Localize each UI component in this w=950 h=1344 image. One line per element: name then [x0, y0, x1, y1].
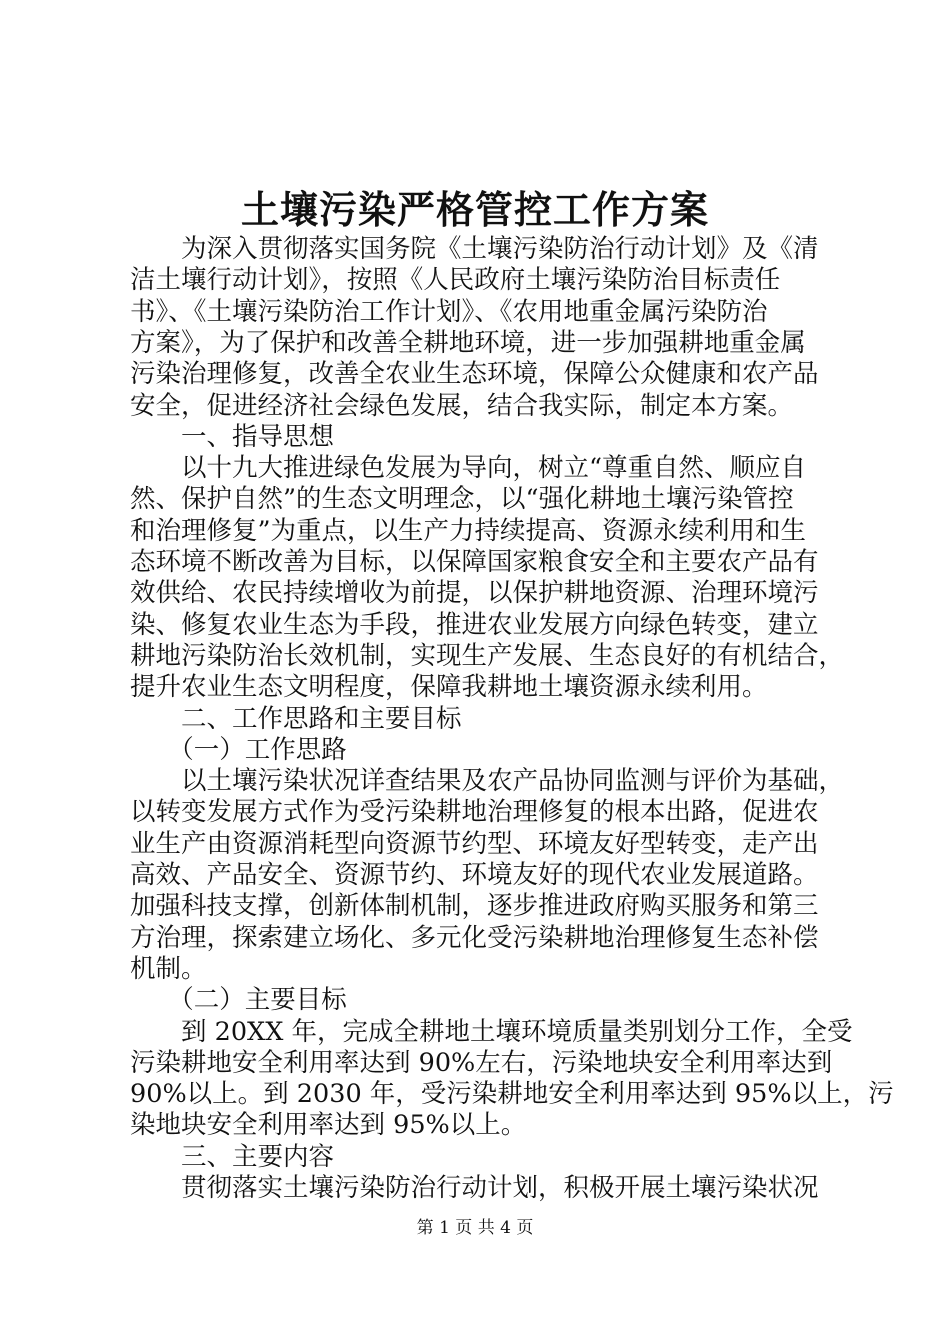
body-line: 污染治理修复，改善全农业生态环境，保障公众健康和农产品	[130, 359, 819, 390]
body-line: 污染耕地安全利用率达到 90%左右，污染地块安全利用率达到	[130, 1047, 833, 1078]
body-line: 贯彻落实土壤污染防治行动计划，积极开展土壤污染状况	[130, 1173, 819, 1203]
body-line: 安全，促进经济社会绿色发展，结合我实际，制定本方案。	[130, 390, 794, 421]
body-line: 以十九大推进绿色发展为导向，树立“尊重自然、顺应自	[130, 453, 807, 484]
body-line: 效供给、农民持续增收为前提，以保护耕地资源、治理环境污	[130, 578, 819, 609]
body-line: 加强科技支撑，创新体制机制，逐步推进政府购买服务和第三	[130, 891, 819, 922]
document-title: 土壤污染严格管控工作方案	[240, 187, 709, 232]
body-line: 态环境不断改善为目标，以保障国家粮食安全和主要农产品有	[130, 547, 819, 577]
body-line: 染、修复农业生态为手段，推进农业发展方向绿色转变，建立	[130, 609, 819, 640]
body-line: 三、主要内容	[130, 1141, 335, 1172]
body-line: 耕地污染防治长效机制，实现生产发展、生态良好的有机结合，	[130, 640, 845, 671]
body-line: 提升农业生态文明程度，保障我耕地土壤资源永续利用。	[130, 672, 768, 703]
body-line: （一）工作思路	[130, 734, 347, 765]
body-line: 染地块安全利用率达到 95%以上。	[130, 1110, 527, 1141]
body-line: 到 20XX 年，完成全耕地土壤环境质量类别划分工作，全受	[130, 1016, 853, 1047]
body-line: 高效、产品安全、资源节约、环境友好的现代农业发展道路。	[130, 860, 819, 890]
body-line: （二）主要目标	[130, 985, 347, 1016]
body-line: 然、保护自然”的生态文明理念，以“强化耕地土壤污染管控	[130, 484, 794, 515]
body-line: 以转变发展方式作为受污染耕地治理修复的根本出路，促进农	[130, 797, 819, 828]
page-footer: 第 1 页 共 4 页	[416, 1218, 534, 1238]
body-line: 方治理，探索建立场化、多元化受污染耕地治理修复生态补偿	[130, 922, 819, 953]
body-line: 为深入贯彻落实国务院《土壤污染防治行动计划》及《清	[130, 234, 819, 264]
body-line: 和治理修复”为重点，以生产力持续提高、资源永续利用和生	[130, 515, 807, 546]
body-line: 业生产由资源消耗型向资源节约型、环境友好型转变，走产出	[130, 828, 819, 859]
body-line: 90%以上。到 2030 年，受污染耕地安全利用率达到 95%以上，污	[130, 1079, 894, 1110]
body-line: 二、工作思路和主要目标	[130, 703, 462, 734]
body-line: 一、指导思想	[130, 421, 335, 452]
body-line: 洁土壤行动计划》，按照《人民政府土壤污染防治目标责任	[130, 265, 781, 296]
body-line: 书》、《土壤污染防治工作计划》、《农用地重金属污染防治	[130, 296, 768, 327]
body-line: 机制。	[130, 953, 207, 984]
body-line: 以土壤污染状况详查结果及农产品协同监测与评价为基础，	[130, 766, 845, 797]
body-line: 方案》，为了保护和改善全耕地环境，进一步加强耕地重金属	[130, 327, 806, 358]
